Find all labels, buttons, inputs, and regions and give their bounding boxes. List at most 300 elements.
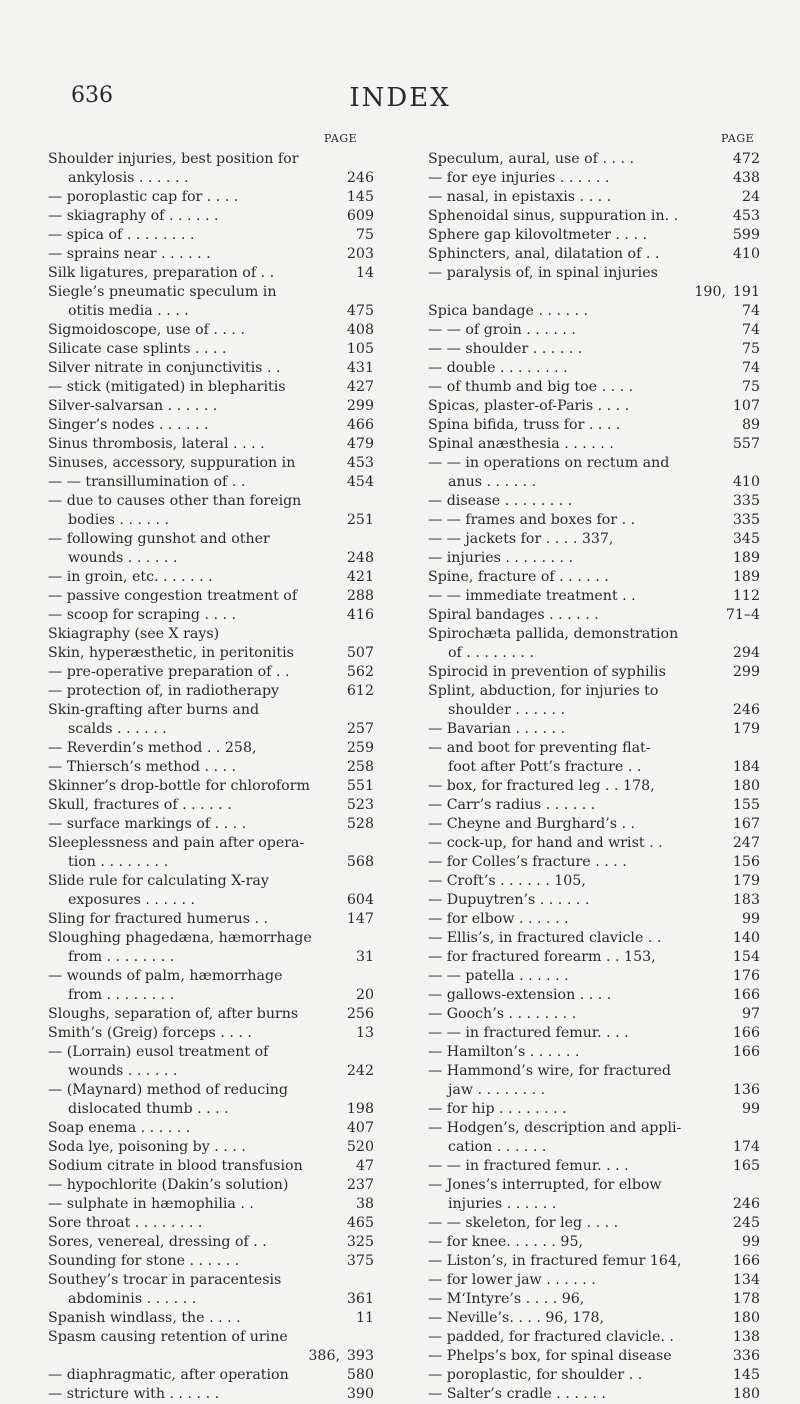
entry-text: bodies . . . . . .	[68, 512, 170, 528]
index-entry	[48, 454, 374, 473]
entry-page: 580	[346, 1367, 374, 1383]
entry-page: 299	[732, 664, 760, 680]
entry-page: 166	[732, 1253, 760, 1269]
index-entry	[48, 1214, 374, 1233]
index-entry	[48, 891, 374, 910]
index-entry	[428, 435, 760, 454]
entry-page: 203	[346, 246, 374, 262]
entry-text: — — skeleton, for leg . . . .	[428, 1215, 619, 1231]
entry-text: — (Lorrain) eusol treatment of	[48, 1044, 269, 1060]
entry-text: ankylosis . . . . . .	[68, 170, 189, 186]
entry-text: — — immediate treatment . .	[428, 588, 636, 604]
entry-text: exposures . . . . . .	[68, 892, 196, 908]
entry-text: — Gooch’s . . . . . . . .	[428, 1006, 577, 1022]
entry-text: Sinus thrombosis, lateral . . . .	[48, 436, 265, 452]
entry-page: 74	[741, 360, 760, 376]
index-entry	[48, 872, 374, 891]
index-entry	[428, 1214, 760, 1233]
entry-page: 557	[732, 436, 760, 452]
entry-page: 288	[346, 588, 374, 604]
entry-page: 24	[741, 189, 760, 205]
index-entry	[48, 1195, 374, 1214]
index-entry	[48, 378, 374, 397]
index-entry	[48, 340, 374, 359]
entry-page: 479	[346, 436, 374, 452]
entry-text: — sprains near . . . . . .	[48, 246, 211, 262]
entry-page: 431	[346, 360, 374, 376]
entry-page: 246	[346, 170, 374, 186]
entry-text: Speculum, aural, use of . . . .	[428, 151, 635, 167]
entry-text: Silk ligatures, preparation of . .	[48, 265, 275, 281]
entry-page: 112	[732, 588, 760, 604]
entry-text: — for fractured forearm . . 153,	[428, 949, 656, 965]
entry-page: 325	[346, 1234, 374, 1250]
index-entry	[48, 967, 374, 986]
entry-text: Sleeplessness and pain after opera-	[48, 835, 305, 851]
index-entry	[48, 264, 374, 283]
index-entry	[48, 397, 374, 416]
entry-text: — double . . . . . . . .	[428, 360, 568, 376]
entry-page: 176	[732, 968, 760, 984]
entry-text: Spiral bandages . . . . . .	[428, 607, 599, 623]
entry-page: 107	[732, 398, 760, 414]
entry-text: — pre-operative preparation of . .	[48, 664, 290, 680]
entry-page: 523	[346, 797, 374, 813]
index-entry	[48, 321, 374, 340]
entry-page: 612	[346, 683, 374, 699]
index-entry	[48, 226, 374, 245]
entry-text: — stick (mitigated) in blepharitis	[48, 379, 286, 395]
entry-text: — Ellis’s, in fractured clavicle . .	[428, 930, 662, 946]
entry-text: — stricture with . . . . . .	[48, 1386, 220, 1402]
entry-page: 145	[732, 1367, 760, 1383]
index-entry	[48, 435, 374, 454]
entry-text: from . . . . . . . .	[68, 987, 175, 1003]
index-entry	[48, 929, 374, 948]
left-column	[48, 150, 374, 1404]
entry-page: 189	[732, 550, 760, 566]
entry-text: dislocated thumb . . . .	[68, 1101, 229, 1117]
entry-text: — for Colles’s fracture . . . .	[428, 854, 627, 870]
index-entry	[428, 188, 760, 207]
entry-page: 393	[346, 1348, 374, 1364]
entry-page: 361	[346, 1291, 374, 1307]
entry-page: 99	[741, 911, 760, 927]
entry-text: Sphere gap kilovoltmeter . . . .	[428, 227, 647, 243]
index-entry	[48, 1176, 374, 1195]
index-entry	[428, 948, 760, 967]
entry-page: 472	[732, 151, 760, 167]
entry-text: — surface markings of . . . .	[48, 816, 247, 832]
entry-text: — sulphate in hæmophilia . .	[48, 1196, 254, 1212]
left-page-label: PAGE	[324, 132, 358, 145]
entry-text: wounds . . . . . .	[68, 1063, 178, 1079]
entry-page: 180	[732, 778, 760, 794]
index-entry	[428, 891, 760, 910]
entry-text: Silver-salvarsan . . . . . .	[48, 398, 218, 414]
entry-page: 156	[732, 854, 760, 870]
entry-page: 155	[732, 797, 760, 813]
entry-text: Skiagraphy (see X rays)	[48, 626, 220, 642]
index-entry	[48, 1233, 374, 1252]
index-entry	[428, 530, 760, 549]
entry-page: 609	[346, 208, 374, 224]
entry-text: — diaphragmatic, after operation	[48, 1367, 289, 1383]
index-entry	[428, 929, 760, 948]
index-entry	[428, 359, 760, 378]
index-entry	[48, 758, 374, 777]
entry-text: — for elbow . . . . . .	[428, 911, 569, 927]
entry-text: — padded, for fractured clavicle. .	[428, 1329, 674, 1345]
entry-text: Skinner’s drop-bottle for chloroform	[48, 778, 310, 794]
entry-text: — poroplastic, for shoulder . .	[428, 1367, 643, 1383]
entry-page: 136	[732, 1082, 760, 1098]
entry-text: — for eye injuries . . . . . .	[428, 170, 610, 186]
entry-text: tion . . . . . . . .	[68, 854, 169, 870]
entry-text: scalds . . . . . .	[68, 721, 167, 737]
entry-text: Sodium citrate in blood transfusion	[48, 1158, 303, 1174]
index-entry	[428, 1157, 760, 1176]
entry-page: 259	[346, 740, 374, 756]
index-entry	[48, 1366, 374, 1385]
entry-page: 242	[346, 1063, 374, 1079]
index-entry	[428, 416, 760, 435]
entry-text: — Cheyne and Burghard’s . .	[428, 816, 636, 832]
index-entry	[428, 1271, 760, 1290]
entry-text: Sloughs, separation of, after burns	[48, 1006, 299, 1022]
entry-text: — Carr’s radius . . . . . .	[428, 797, 596, 813]
entry-text: — Hammond’s wire, for fractured	[428, 1063, 671, 1079]
index-entry	[428, 1309, 760, 1328]
index-entry	[428, 150, 760, 169]
index-entry	[428, 378, 760, 397]
entry-page: 375	[346, 1253, 374, 1269]
entry-page: 551	[346, 778, 374, 794]
entry-page: 345	[732, 531, 760, 547]
entry-page: 247	[732, 835, 760, 851]
index-entry	[428, 1195, 760, 1214]
index-entry	[428, 321, 760, 340]
entry-page: 257	[346, 721, 374, 737]
entry-text: anus . . . . . .	[448, 474, 537, 490]
entry-page: 71–4	[725, 607, 760, 623]
entry-page: 89	[741, 417, 760, 433]
entry-text: — Neville’s. . . . 96, 178,	[428, 1310, 605, 1326]
index-entry	[48, 302, 374, 321]
entry-page: 528	[346, 816, 374, 832]
entry-text: Southey’s trocar in paracentesis	[48, 1272, 282, 1288]
entry-page: 407	[346, 1120, 374, 1136]
entry-text: — wounds of palm, hæmorrhage	[48, 968, 283, 984]
index-entry	[48, 150, 374, 169]
entry-page: 154	[732, 949, 760, 965]
index-entry	[48, 720, 374, 739]
entry-text: wounds . . . . . .	[68, 550, 178, 566]
entry-text: Sinuses, accessory, suppuration in	[48, 455, 296, 471]
entry-page: 105	[346, 341, 374, 357]
index-entry	[48, 492, 374, 511]
index-entry	[48, 549, 374, 568]
index-entry	[428, 1138, 760, 1157]
entry-text: 386,	[308, 1348, 340, 1364]
index-entry	[428, 1366, 760, 1385]
entry-text: Sphincters, anal, dilatation of . .	[428, 246, 660, 262]
index-entry	[428, 853, 760, 872]
entry-text: foot after Pott’s fracture . .	[448, 759, 642, 775]
index-entry	[48, 1062, 374, 1081]
page-number: 636	[71, 83, 113, 108]
entry-text: — due to causes other than foreign	[48, 493, 302, 509]
index-entry	[428, 834, 760, 853]
entry-page: 258	[346, 759, 374, 775]
entry-page: 31	[355, 949, 374, 965]
index-entry	[428, 872, 760, 891]
index-entry	[428, 739, 760, 758]
entry-text: Spinal anæsthesia . . . . . .	[428, 436, 614, 452]
entry-page: 454	[346, 474, 374, 490]
index-entry	[428, 967, 760, 986]
entry-text: Splint, abduction, for injuries to	[428, 683, 659, 699]
entry-text: — — frames and boxes for . .	[428, 512, 636, 528]
index-entry	[428, 910, 760, 929]
index-entry	[428, 226, 760, 245]
index-entry	[48, 815, 374, 834]
index-entry	[428, 473, 760, 492]
entry-page: 75	[355, 227, 374, 243]
entry-text: Spanish windlass, the . . . .	[48, 1310, 241, 1326]
entry-page: 147	[346, 911, 374, 927]
entry-page: 453	[346, 455, 374, 471]
entry-page: 246	[732, 702, 760, 718]
index-entry	[428, 777, 760, 796]
index-entry	[48, 416, 374, 435]
index-entry	[48, 644, 374, 663]
entry-text: Spicas, plaster-of-Paris . . . .	[428, 398, 630, 414]
index-entry	[428, 1233, 760, 1252]
index-entry	[428, 758, 760, 777]
entry-page: 38	[355, 1196, 374, 1212]
index-entry	[428, 1385, 760, 1404]
entry-page: 134	[732, 1272, 760, 1288]
entry-page: 507	[346, 645, 374, 661]
index-entry	[428, 720, 760, 739]
index-entry	[428, 1176, 760, 1195]
index-entry	[428, 397, 760, 416]
entry-page: 166	[732, 1044, 760, 1060]
entry-page: 251	[346, 512, 374, 528]
right-page-label: PAGE	[721, 132, 755, 145]
entry-text: — Hamilton’s . . . . . .	[428, 1044, 580, 1060]
entry-text: Skin-grafting after burns and	[48, 702, 260, 718]
entry-text: — Jones’s interrupted, for elbow	[428, 1177, 662, 1193]
entry-text: Sling for fractured humerus . .	[48, 911, 269, 927]
entry-text: Spina bifida, truss for . . . .	[428, 417, 621, 433]
entry-page: 465	[346, 1215, 374, 1231]
entry-text: — gallows-extension . . . .	[428, 987, 612, 1003]
entry-page: 180	[732, 1310, 760, 1326]
entry-text: — for lower jaw . . . . . .	[428, 1272, 596, 1288]
index-entry	[428, 796, 760, 815]
entry-page: 183	[732, 892, 760, 908]
index-entry	[428, 283, 760, 302]
entry-text: — scoop for scraping . . . .	[48, 607, 237, 623]
entry-text: Sore throat . . . . . . . .	[48, 1215, 203, 1231]
entry-text: Skull, fractures of . . . . . .	[48, 797, 232, 813]
entry-text: — disease . . . . . . . .	[428, 493, 573, 509]
index-entry	[48, 169, 374, 188]
index-entry	[48, 663, 374, 682]
entry-text: — for knee. . . . . . 95,	[428, 1234, 583, 1250]
entry-page: 75	[741, 379, 760, 395]
entry-text: — — transillumination of . .	[48, 474, 246, 490]
entry-text: — spica of . . . . . . . .	[48, 227, 195, 243]
entry-page: 248	[346, 550, 374, 566]
index-entry	[48, 1347, 374, 1366]
entry-text: — Hodgen’s, description and appli-	[428, 1120, 682, 1136]
entry-page: 421	[346, 569, 374, 585]
index-entry	[428, 492, 760, 511]
index-entry	[428, 511, 760, 530]
index-entry	[428, 701, 760, 720]
index-entry	[428, 1024, 760, 1043]
entry-text: — Reverdin’s method . . 258,	[48, 740, 257, 756]
entry-text: — and boot for preventing flat-	[428, 740, 651, 756]
entry-text: 190,	[694, 284, 726, 300]
entry-text: otitis media . . . .	[68, 303, 189, 319]
entry-page: 410	[732, 474, 760, 490]
entry-text: Spica bandage . . . . . .	[428, 303, 589, 319]
entry-page: 390	[346, 1386, 374, 1402]
entry-page: 47	[355, 1158, 374, 1174]
entry-text: — Thiersch’s method . . . .	[48, 759, 237, 775]
index-entry	[428, 1290, 760, 1309]
index-entry	[428, 587, 760, 606]
entry-text: injuries . . . . . .	[448, 1196, 557, 1212]
entry-text: Skin, hyperæsthetic, in peritonitis	[48, 645, 294, 661]
entry-page: 246	[732, 1196, 760, 1212]
entry-page: 336	[732, 1348, 760, 1364]
entry-text: Sores, venereal, dressing of . .	[48, 1234, 267, 1250]
entry-text: Soap enema . . . . . .	[48, 1120, 191, 1136]
entry-text: of . . . . . . . .	[448, 645, 534, 661]
index-entry	[428, 245, 760, 264]
index-entry	[48, 1100, 374, 1119]
index-entry	[428, 568, 760, 587]
entry-text: Spirocid in prevention of syphilis	[428, 664, 666, 680]
index-entry	[428, 1100, 760, 1119]
entry-page: 99	[741, 1101, 760, 1117]
entry-text: Smith’s (Greig) forceps . . . .	[48, 1025, 252, 1041]
entry-page: 75	[741, 341, 760, 357]
entry-page: 198	[346, 1101, 374, 1117]
index-entry	[48, 1290, 374, 1309]
entry-text: — Salter’s cradle . . . . . .	[428, 1386, 606, 1402]
entry-page: 294	[732, 645, 760, 661]
entry-text: cation . . . . . .	[448, 1139, 547, 1155]
index-entry	[428, 1043, 760, 1062]
index-entry	[48, 1252, 374, 1271]
entry-text: Slide rule for calculating X-ray	[48, 873, 269, 889]
entry-page: 604	[346, 892, 374, 908]
entry-text: — — in fractured femur. . . .	[428, 1158, 629, 1174]
entry-text: — — shoulder . . . . . .	[428, 341, 583, 357]
index-entry	[428, 986, 760, 1005]
index-entry	[48, 625, 374, 644]
entry-page: 166	[732, 987, 760, 1003]
entry-text: Spirochæta pallida, demonstration	[428, 626, 679, 642]
entry-page: 256	[346, 1006, 374, 1022]
entry-page: 167	[732, 816, 760, 832]
index-entry	[428, 454, 760, 473]
entry-text: — paralysis of, in spinal injuries	[428, 265, 658, 281]
entry-text: abdominis . . . . . .	[68, 1291, 197, 1307]
entry-text: Siegle’s pneumatic speculum in	[48, 284, 277, 300]
index-entry	[428, 169, 760, 188]
entry-text: — injuries . . . . . . . .	[428, 550, 574, 566]
index-entry	[48, 1309, 374, 1328]
entry-page: 245	[732, 1215, 760, 1231]
entry-page: 335	[732, 493, 760, 509]
index-entry	[428, 302, 760, 321]
index-entry	[48, 1024, 374, 1043]
index-entry	[48, 587, 374, 606]
entry-text: shoulder . . . . . .	[448, 702, 566, 718]
index-entry	[428, 644, 760, 663]
index-entry	[428, 1119, 760, 1138]
entry-text: — cock-up, for hand and wrist . .	[428, 835, 663, 851]
index-entry	[48, 1005, 374, 1024]
index-entry	[48, 1271, 374, 1290]
index-entry	[428, 682, 760, 701]
entry-page: 97	[741, 1006, 760, 1022]
index-entry	[48, 568, 374, 587]
entry-text: Singer’s nodes . . . . . .	[48, 417, 209, 433]
entry-page: 74	[741, 303, 760, 319]
entry-text: — Liston’s, in fractured femur 164,	[428, 1253, 682, 1269]
entry-text: Sounding for stone . . . . . .	[48, 1253, 240, 1269]
index-entry	[48, 910, 374, 929]
entry-page: 166	[732, 1025, 760, 1041]
entry-page: 180	[732, 1386, 760, 1402]
entry-page: 299	[346, 398, 374, 414]
entry-text: — Phelps’s box, for spinal disease	[428, 1348, 672, 1364]
index-entry	[48, 1043, 374, 1062]
index-entry	[48, 1081, 374, 1100]
entry-page: 178	[732, 1291, 760, 1307]
entry-page: 14	[355, 265, 374, 281]
index-entry	[48, 606, 374, 625]
entry-text: Shoulder injuries, best position for	[48, 151, 299, 167]
index-entry	[428, 1252, 760, 1271]
index-entry	[48, 359, 374, 378]
entry-page: 20	[355, 987, 374, 1003]
index-entry	[48, 511, 374, 530]
index-entry	[48, 1119, 374, 1138]
index-entry	[48, 1328, 374, 1347]
index-entry	[48, 1138, 374, 1157]
entry-text: Spine, fracture of . . . . . .	[428, 569, 609, 585]
entry-page: 11	[355, 1310, 374, 1326]
entry-text: — in groin, etc. . . . . . .	[48, 569, 213, 585]
index-entry	[48, 948, 374, 967]
entry-text: — (Maynard) method of reducing	[48, 1082, 288, 1098]
entry-text: — Bavarian . . . . . .	[428, 721, 566, 737]
entry-text: — of thumb and big toe . . . .	[428, 379, 634, 395]
index-entry	[428, 1081, 760, 1100]
entry-page: 416	[346, 607, 374, 623]
entry-page: 335	[732, 512, 760, 528]
entry-page: 140	[732, 930, 760, 946]
